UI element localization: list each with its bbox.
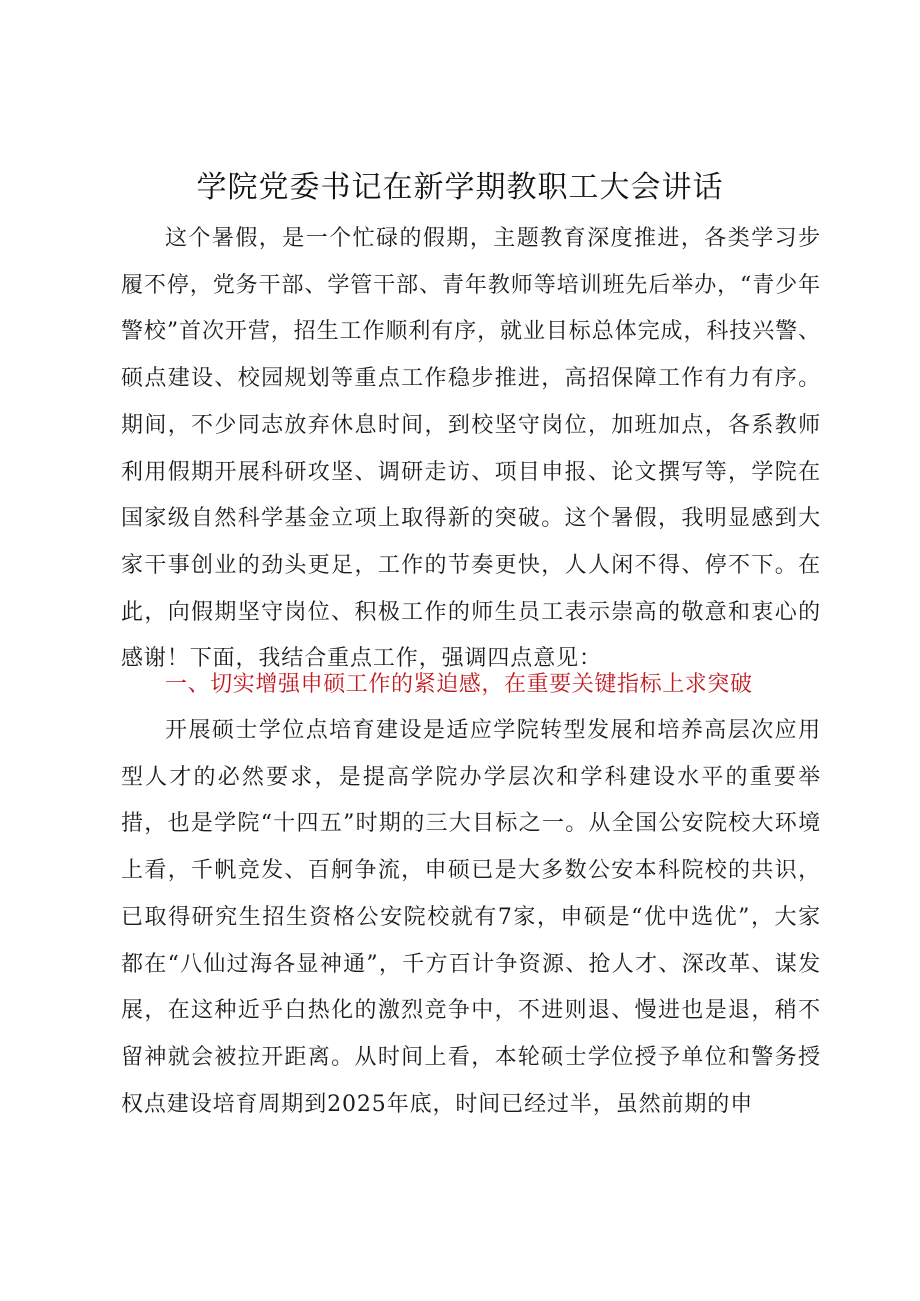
body-paragraph-1: 这个暑假，是一个忙碌的假期，主题教育深度推进，各类学习步履不停，党务干部、学管干部、青年教师等培训班先后举办，“青少年警校”首次开营，招生工作顺利有序，就业目标总体完成，科技兴警、硕点建设、校园规划等重点工作稳步推进，高招保障工作有力有序。期间，不少同志放弃休息时间，到校坚守岗位，加班加点，各系教师利用假期开展科研攻坚、调研走访、项目申报、论文撰写等，学院在国家级自然科学基金立项上取得新的突破。这个暑假，我明显感到大家干事创业的劲头更足，工作的节奏更快，人人闲不得、停不下。在此，向假期坚守岗位、积极工作的师生员工表示崇高的敬意和衷心的感谢！下面，我结合重点工作，强调四点意见： (121, 226, 821, 672)
document-title: 学院党委书记在新学期教职工大会讲话 (196, 170, 724, 205)
section-heading-1: 一、切实增强申硕工作的紧迫感，在重要关键指标上求突破 (165, 672, 753, 697)
body-paragraph-2: 开展硕士学位点培育建设是适应学院转型发展和培养高层次应用型人才的必然要求，是提高学院办学层次和学科建设水平的重要举措，也是学院“十四五”时期的三大目标之一。从全国公安院校大环境上看，千帆竞发、百舸争流，申硕已是大多数公安本科院校的共识，已取得研究生招生资格公安院校就有7家，申硕是“优中选优”，大家都在“八仙过海各显神通”，千方百计争资源、抢人才、深改革、谋发展，在这种近乎白热化的激烈竞争中，不进则退、慢进也是退，稍不留神就会被拉开距离。从时间上看，本轮硕士学位授予单位和警务授权点建设培育周期到2025年底，时间已经过半，虽然前期的申 (121, 718, 821, 1117)
